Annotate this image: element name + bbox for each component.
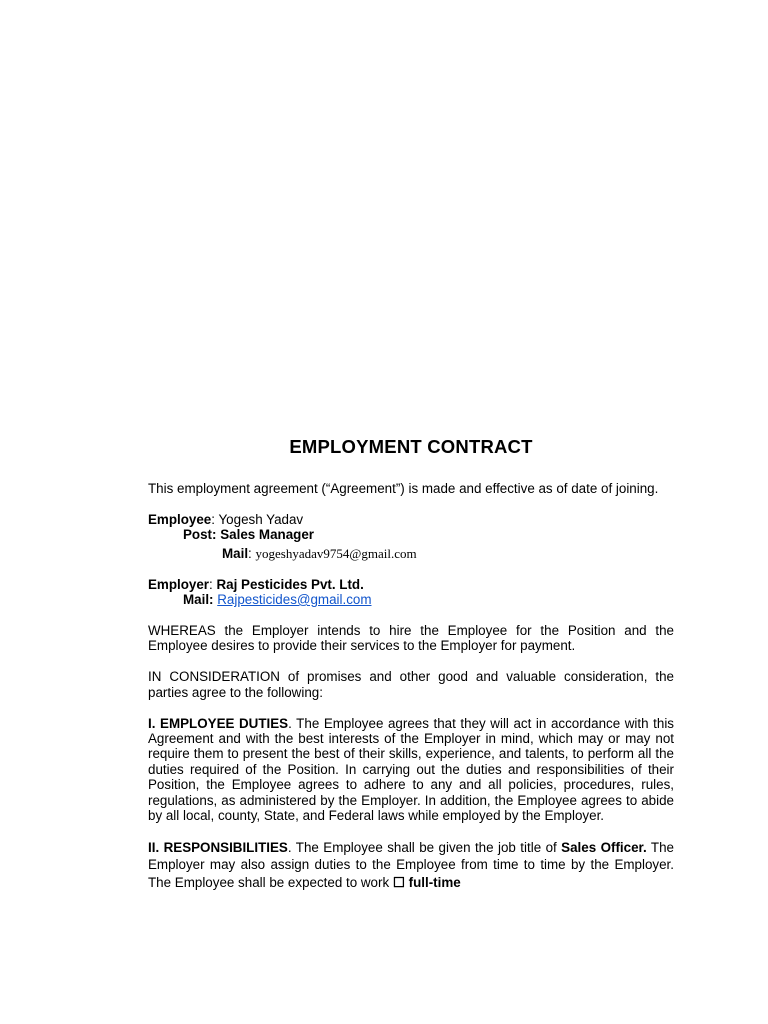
document-page <box>148 436 674 907</box>
employer-block <box>148 577 674 608</box>
section-employee-duties <box>148 716 674 824</box>
employee-block <box>148 512 674 561</box>
post-label: Post: <box>183 527 217 543</box>
employer-mail-label: Mail: <box>183 592 214 608</box>
employee-mail-line: Mail: yogeshyadav9754@gmail.com <box>222 545 417 561</box>
post-value: Sales Manager <box>220 527 314 543</box>
job-title: Sales Officer. <box>561 839 647 855</box>
page-title: EMPLOYMENT CONTRACT <box>289 436 533 457</box>
section2-text-a: . The Employee shall be given the job title of <box>287 839 562 855</box>
intro-paragraph: This employment agreement (“Agreement”) is made and effective as of date of joining. <box>148 481 659 496</box>
employee-line: Employee: Yogesh Yadav <box>148 511 304 527</box>
checkbox-icon[interactable]: ☐ <box>392 874 405 890</box>
whereas-paragraph: WHEREAS the Employer intends to hire the Employee for the Position and the Employee desires to provide their services to the Employer for payment. <box>148 622 674 654</box>
employee-mail-label: Mail <box>222 545 249 561</box>
employee-name: Yogesh Yadav <box>218 511 304 527</box>
employer-name: Raj Pesticides Pvt. Ltd. <box>216 576 364 592</box>
employer-line: Employer: Raj Pesticides Pvt. Ltd. <box>148 576 364 592</box>
consideration-paragraph: IN CONSIDERATION of promises and other good and valuable consideration, the parties agree to the following: <box>148 669 674 700</box>
employer-label: Employer <box>148 576 210 592</box>
section2-text-b: The Employer may also assign duties to the Employee from time to time by the Employer. The Employee shall be expected to work <box>148 839 674 890</box>
employee-mail: yogeshyadav9754@gmail.com <box>255 545 417 561</box>
employee-label: Employee <box>148 511 212 527</box>
post-line <box>148 527 674 542</box>
section1-heading: I. EMPLOYEE DUTIES <box>148 715 289 731</box>
section-responsibilities <box>148 839 674 892</box>
employer-mail-line <box>148 592 674 607</box>
section2-heading: II. RESPONSIBILITIES <box>148 839 288 855</box>
employer-mail-link[interactable]: Rajpesticides@gmail.com <box>217 592 372 608</box>
section1-text: . The Employee agrees that they will act in accordance with this Agreement and with the best interests of the Employer in mind, which may or may not require them to present the best of their skills, experience, and talents, to perform all the duties required of the Position. In carrying out the duties and responsibilities of their Position, the Employee agrees to adhere to any and all policies, procedures, rules, regulations, as administered by the Employer. In addition, the Employee agrees to abide by all local, county, State, and Federal laws while employed by the Employer. <box>148 715 674 823</box>
work-type: full-time <box>408 874 461 890</box>
